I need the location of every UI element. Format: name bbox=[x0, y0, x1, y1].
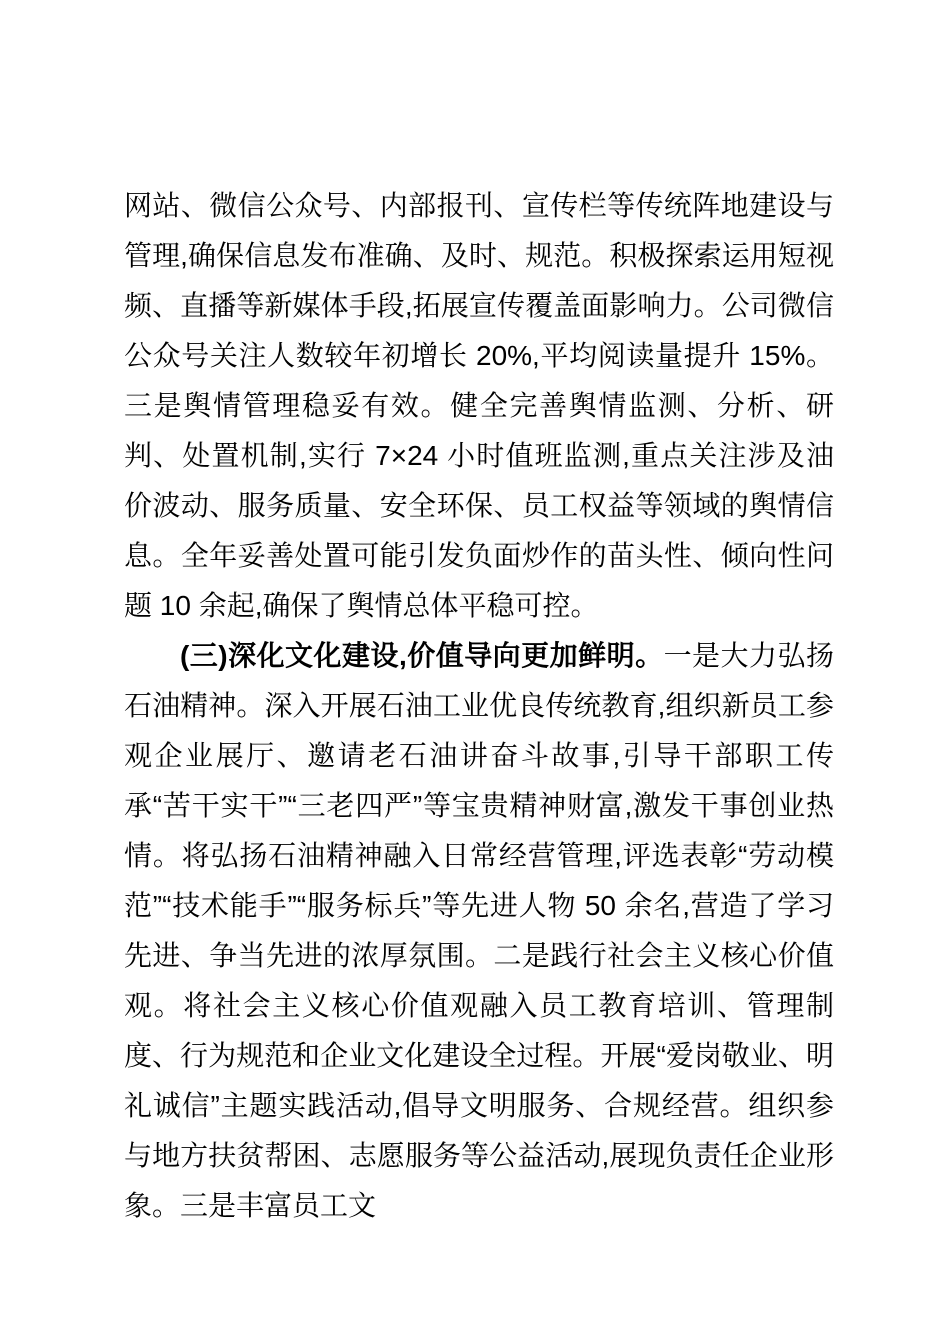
document-body bbox=[124, 181, 834, 1231]
paragraph-body-text: 一是大力弘扬石油精神。深入开展石油工业优良传统教育,组织新员工参观企业展厅、邀请老石油讲奋斗故事,引导干部职工传承“苦干实干”“三老四严”等宝贵精神财富,激发干事创业热情。将弘扬石油精神融入日常经营管理,评选表彰“劳动模范”“技术能手”“服务标兵”等先进人物 50 余名,营造了学习先进、争当先进的浓厚氛围。二是践行社会主义核心价值观。将社会主义核心价值观融入员工教育培训、管理制度、行为规范和企业文化建设全过程。开展“爱岗敬业、明礼诚信”主题实践活动,倡导文明服务、合规经营。组织参与地方扶贫帮困、志愿服务等公益活动,展现负责任企业形象。三是丰富员工文 bbox=[124, 640, 834, 1221]
paragraph bbox=[124, 181, 834, 631]
paragraph bbox=[124, 631, 834, 1231]
paragraph-heading-text: (三)深化文化建设,价值导向更加鲜明。 bbox=[180, 640, 664, 671]
paragraph-body-text: 网站、微信公众号、内部报刊、宣传栏等传统阵地建设与管理,确保信息发布准确、及时、规范。积极探索运用短视频、直播等新媒体手段,拓展宣传覆盖面影响力。公司微信公众号关注人数较年初增长 20%,平均阅读量提升 15%。三是舆情管理稳妥有效。健全完善舆情监测、分析、研判、处置机制,实行 7×24 小时值班监测,重点关注涉及油价波动、服务质量、安全环保、员工权益等领域的舆情信息。全年妥善处置可能引发负面炒作的苗头性、倾向性问题 10 余起,确保了舆情总体平稳可控。 bbox=[124, 190, 834, 621]
